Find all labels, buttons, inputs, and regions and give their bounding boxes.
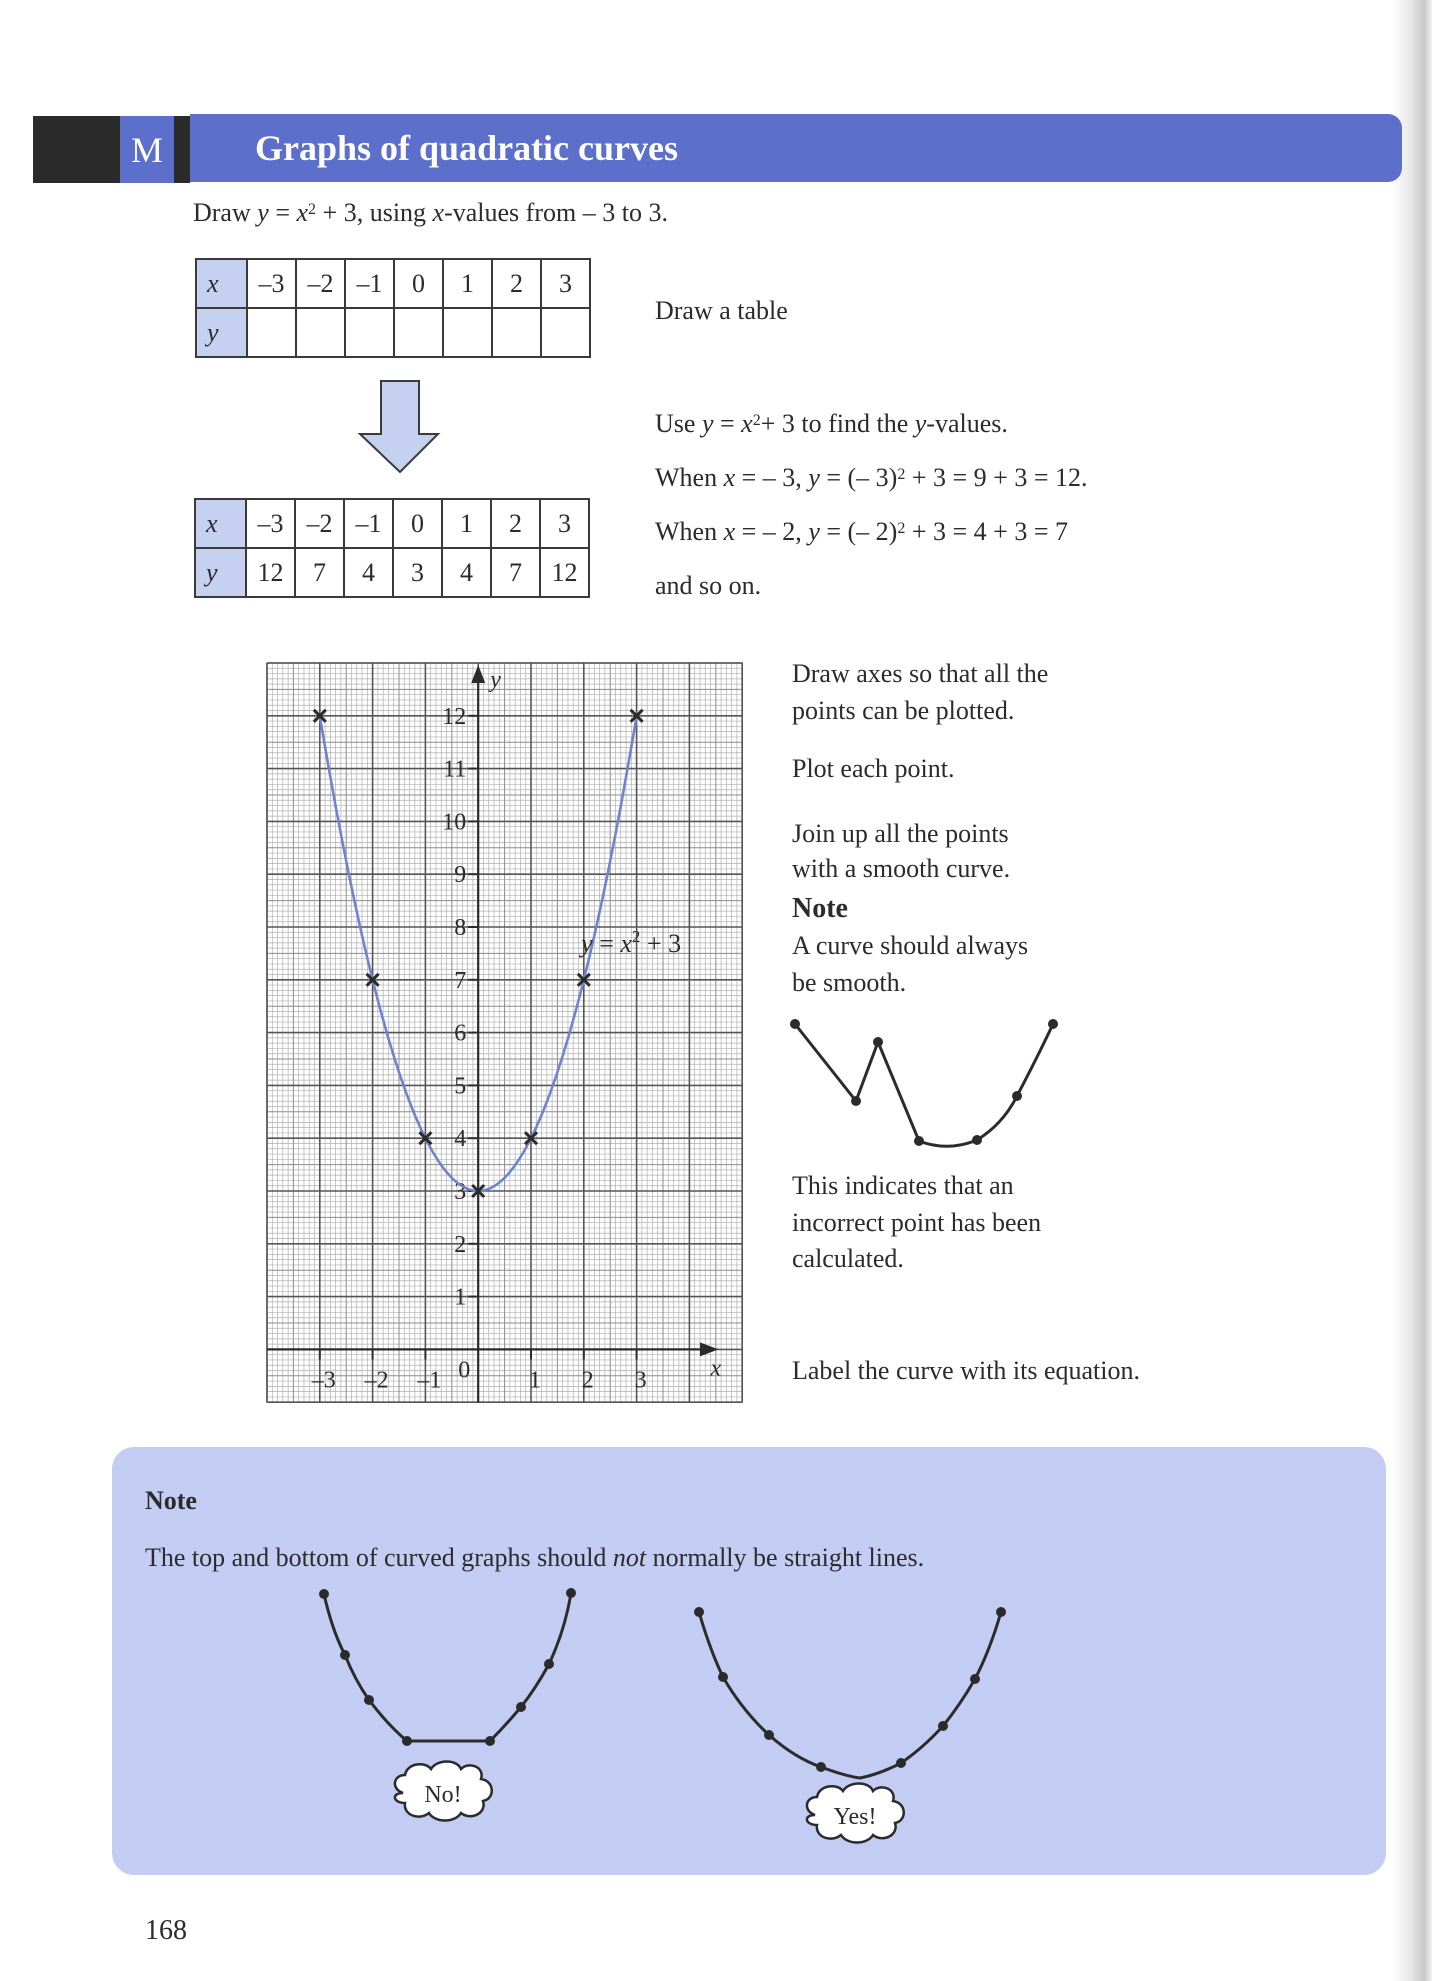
empty-value-table (195, 258, 591, 358)
table-cell: 1 (443, 259, 492, 308)
note-axes-line2: points can be plotted. (792, 696, 1015, 725)
table-cell: –3 (246, 499, 295, 548)
table-cell (443, 308, 492, 357)
svg-text:8: 8 (454, 915, 467, 941)
svg-text:0: 0 (458, 1357, 471, 1384)
step-use-equation: Use $y = x^2+ 3$ to find the y-values. (655, 409, 1008, 438)
step-draw-table: Draw a table (655, 296, 788, 325)
table-cell (247, 308, 296, 357)
note-smooth-line2: be smooth. (792, 968, 907, 997)
svg-text:–3: –3 (311, 1367, 336, 1394)
svg-text:2: 2 (581, 1367, 594, 1394)
svg-text:3: 3 (634, 1367, 647, 1394)
table-row-y (195, 548, 589, 597)
page-edge-shadow (1392, 0, 1432, 1981)
row-header-y: y (196, 308, 247, 357)
table-cell: –2 (296, 259, 345, 308)
table-cell: –1 (344, 499, 393, 548)
header-divider-bar (174, 116, 190, 183)
svg-text:11: 11 (443, 756, 467, 783)
section-letter: M (120, 116, 174, 183)
intro-instruction: Draw $y = x^2 + 3$, using x-values from – 3 to 3. (193, 198, 668, 227)
header-dark-block (33, 116, 120, 183)
note-smooth-line1: A curve should always (792, 931, 1029, 960)
table-cell: 2 (492, 259, 541, 308)
incorrect-curve-diagram (785, 1014, 1065, 1154)
table-cell (492, 308, 541, 357)
page-number: 168 (145, 1915, 187, 1946)
table-cell: –3 (247, 259, 296, 308)
svg-text:1: 1 (454, 1284, 467, 1311)
svg-text:3: 3 (454, 1179, 467, 1205)
note-plot: Plot each point. (792, 754, 955, 783)
table-cell: 4 (442, 548, 491, 597)
yes-curve (699, 1612, 1001, 1778)
incorrect-line2: incorrect point has been (792, 1208, 1042, 1237)
table-cell: 2 (491, 499, 540, 548)
note-axes-line1: Draw axes so that all the (792, 659, 1049, 688)
table-cell (345, 308, 394, 357)
svg-text:1: 1 (529, 1367, 541, 1394)
row-header-y: y (195, 548, 246, 597)
note-join-line1: Join up all the points (792, 819, 1009, 848)
down-arrow-icon (355, 378, 445, 478)
note-label-curve: Label the curve with its equation. (792, 1356, 1141, 1385)
step-when-minus-3: When x = – 3, y = (– 3)$^2$ + 3 = 9 + 3 = 12. (655, 463, 1088, 492)
filled-value-table (194, 498, 590, 598)
table-cell: 3 (541, 259, 590, 308)
table-cell: 4 (344, 548, 393, 597)
svg-text:–1: –1 (417, 1367, 442, 1394)
curve-comparison-diagrams (300, 1580, 1060, 1860)
svg-text:7: 7 (454, 967, 467, 994)
table-cell: 12 (246, 548, 295, 597)
incorrect-line3: calculated. (792, 1244, 904, 1273)
svg-text:2: 2 (454, 1231, 467, 1258)
step-and-so-on: and so on. (655, 571, 762, 600)
table-cell: 1 (442, 499, 491, 548)
svg-text:–2: –2 (364, 1367, 389, 1394)
table-cell: 12 (540, 548, 589, 597)
incorrect-line1: This indicates that an (792, 1171, 1014, 1200)
svg-text:10: 10 (442, 809, 467, 836)
table-cell (296, 308, 345, 357)
table-row-x (195, 499, 589, 548)
note-box-heading: Note (145, 1486, 197, 1515)
table-cell: 7 (491, 548, 540, 597)
row-header-x: x (196, 259, 247, 308)
table-cell (541, 308, 590, 357)
svg-text:5: 5 (454, 1073, 467, 1100)
table-cell: 7 (295, 548, 344, 597)
svg-text:x: x (710, 1355, 722, 1382)
table-cell: 0 (393, 499, 442, 548)
svg-text:y: y (490, 667, 501, 693)
row-header-x: x (195, 499, 246, 548)
table-cell: 3 (540, 499, 589, 548)
no-curve (324, 1593, 571, 1741)
svg-text:y = x2 + 3: $y = x^2 + 3$ (581, 927, 682, 959)
step-when-minus-2: When x = – 2, y = (– 2)$^2$ + 3 = 4 + 3 = 7 (655, 517, 1068, 546)
svg-text:12: 12 (442, 703, 467, 730)
note-join-line2: with a smooth curve. (792, 854, 1011, 883)
page-title: Graphs of quadratic curves (255, 128, 678, 168)
table-row-y (196, 308, 590, 357)
table-cell: 3 (393, 548, 442, 597)
quadratic-graph (262, 658, 748, 1410)
no-label: No! (424, 1782, 462, 1808)
yes-label: Yes! (833, 1804, 877, 1830)
note-box-text: The top and bottom of curved graphs should not normally be straight lines. (145, 1543, 925, 1572)
table-cell: –1 (345, 259, 394, 308)
svg-text:6: 6 (454, 1020, 467, 1047)
table-row-x (196, 259, 590, 308)
svg-text:4: 4 (454, 1126, 467, 1153)
table-cell: 0 (394, 259, 443, 308)
svg-text:9: 9 (454, 862, 467, 889)
note-heading: Note (792, 893, 848, 924)
table-cell: –2 (295, 499, 344, 548)
table-cell (394, 308, 443, 357)
page-title-band (190, 114, 1402, 182)
